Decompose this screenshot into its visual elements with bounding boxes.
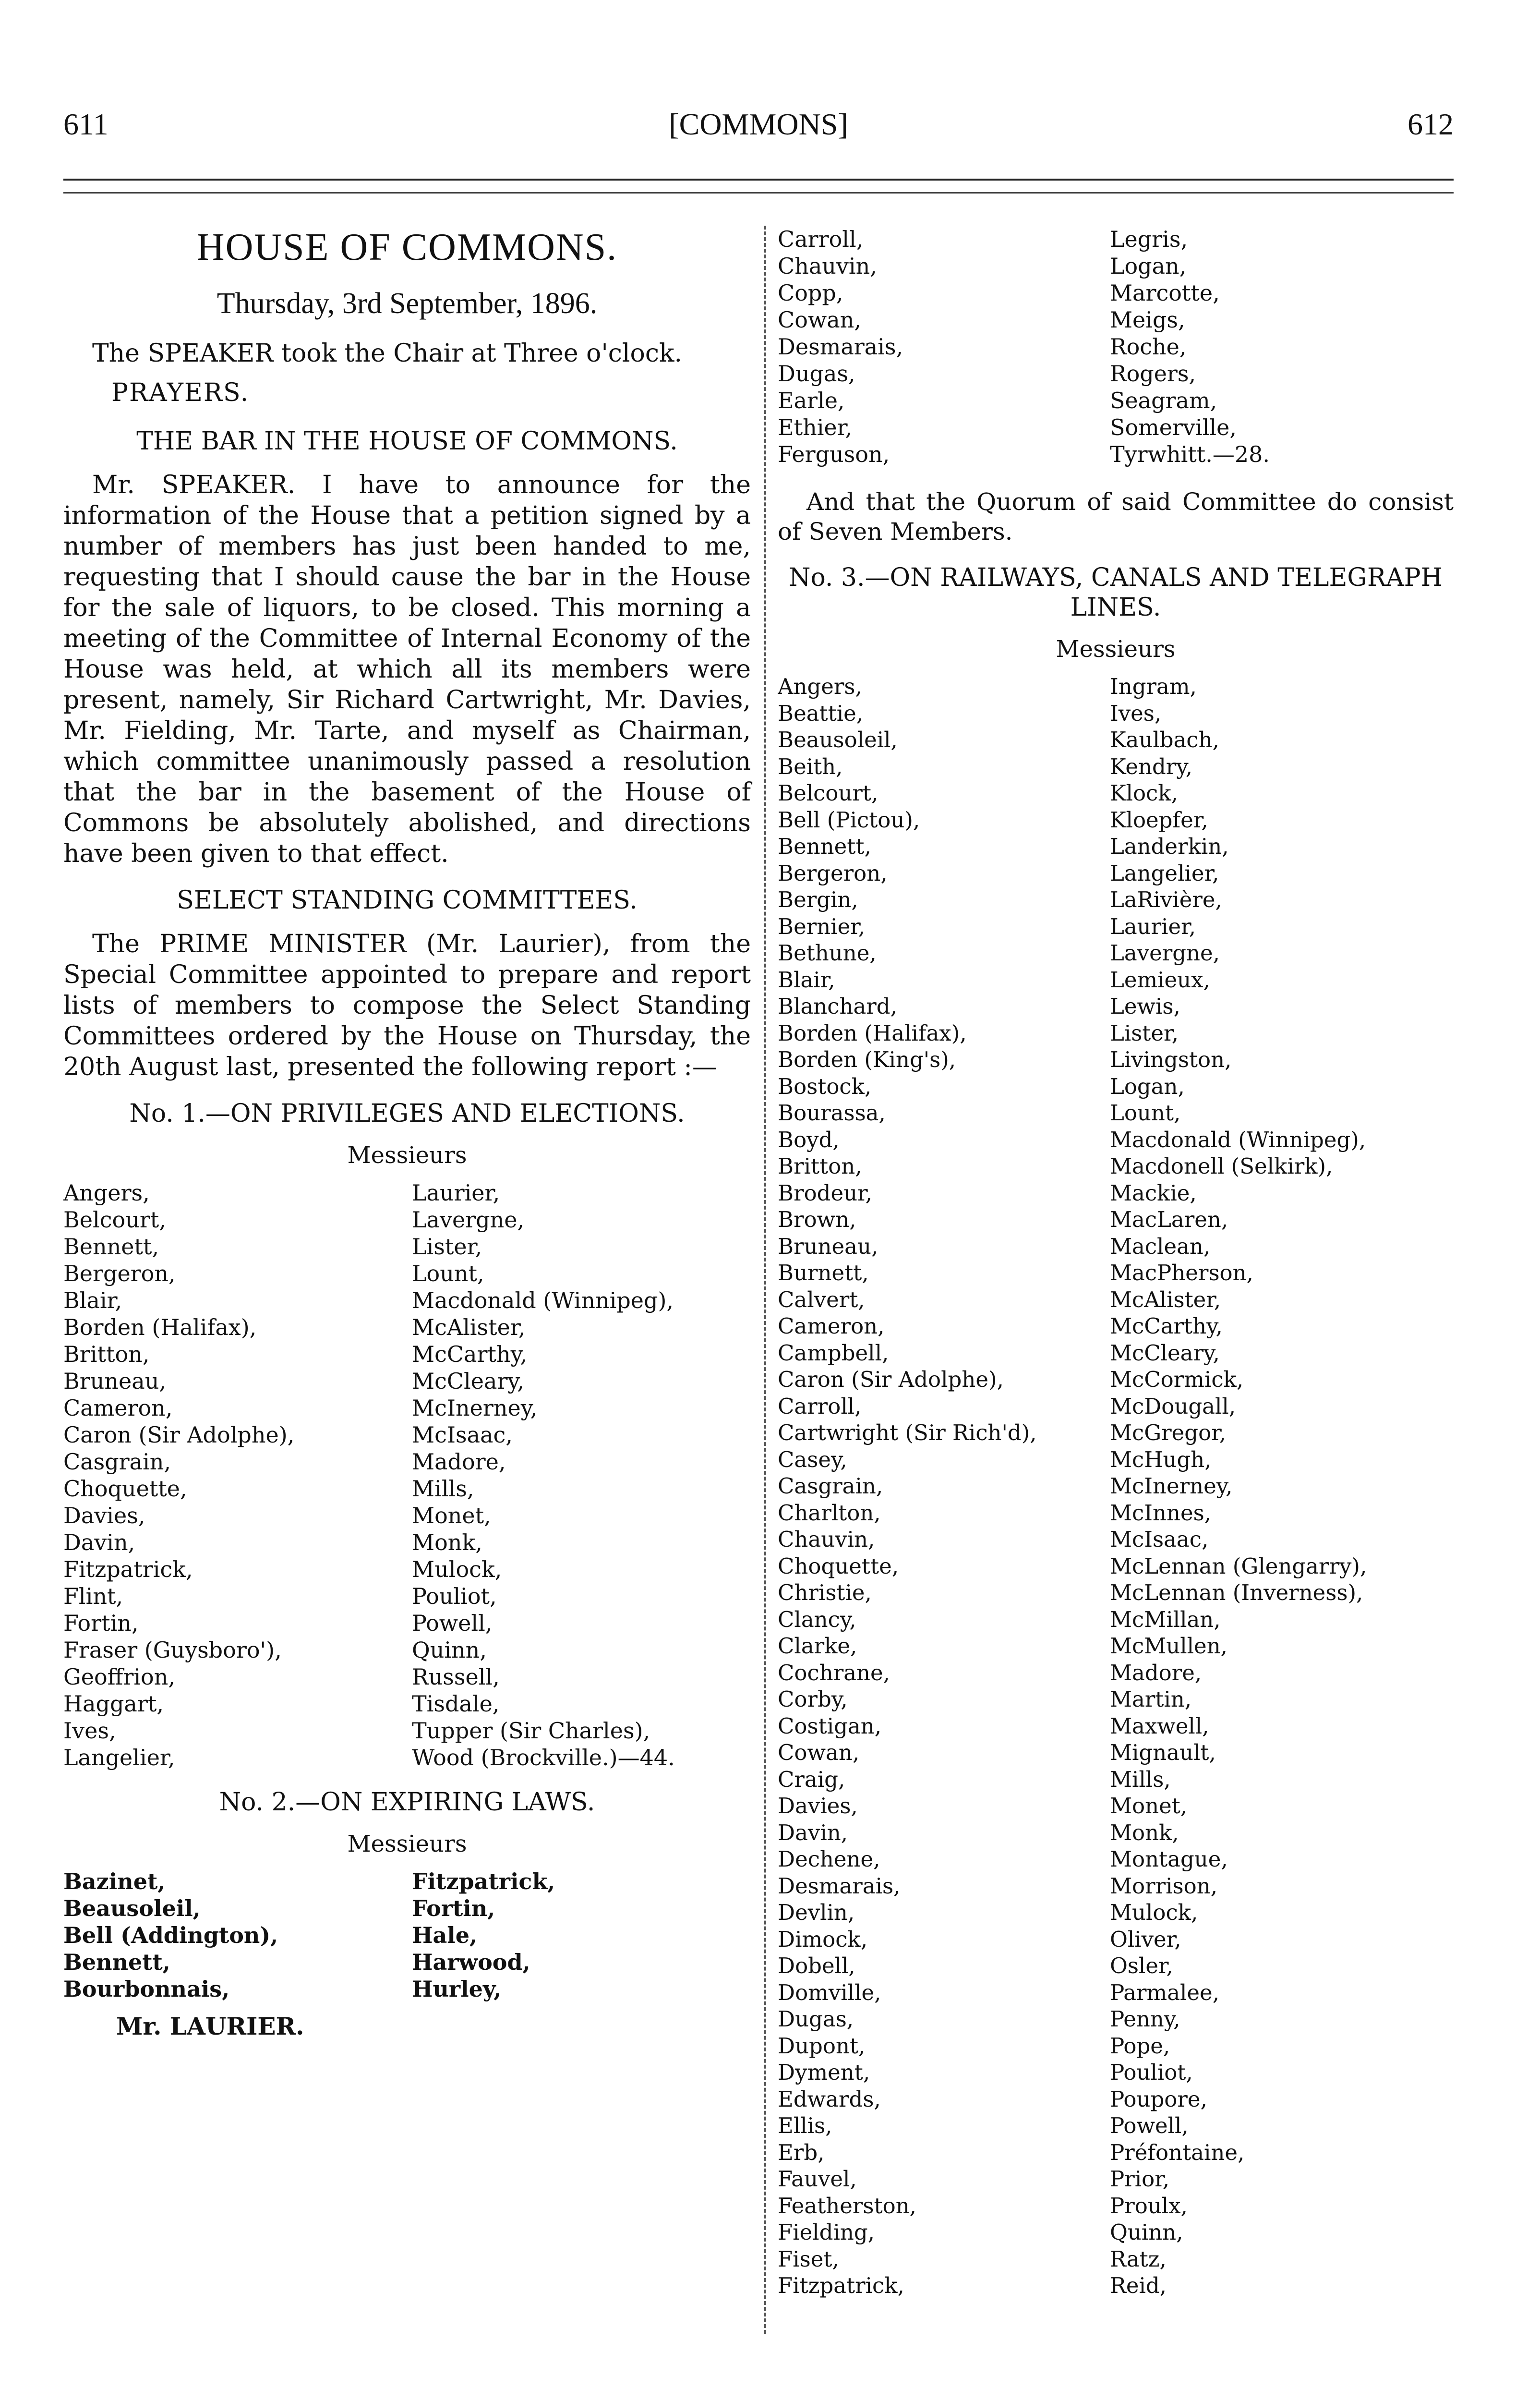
- member-name: Choquette,: [63, 1476, 187, 1502]
- member-name: Beattie,: [778, 700, 864, 726]
- member-name: Davies,: [63, 1503, 145, 1528]
- member-name: Hale,: [412, 1922, 478, 1948]
- header-rule-secondary: [63, 192, 1454, 194]
- committee-3-member-list: [778, 673, 1454, 2299]
- member-name: Bourassa,: [778, 1100, 886, 1126]
- member-name: Desmarais,: [778, 1873, 901, 1899]
- member-name: Dimock,: [778, 1926, 868, 1952]
- member-name: Rogers,: [1109, 361, 1196, 387]
- member-name: Erb,: [778, 2139, 825, 2165]
- committee-3-col2: [1110, 673, 1454, 2299]
- prayers-label: PRAYERS.: [111, 378, 250, 407]
- member-name: Burnett,: [778, 1260, 869, 1285]
- member-name: Edwards,: [778, 2086, 881, 2112]
- member-name: McCormick,: [1109, 1367, 1244, 1392]
- member-name: McCleary,: [412, 1368, 524, 1394]
- member-name: Cameron,: [778, 1313, 885, 1339]
- member-name: McIsaac,: [412, 1422, 513, 1448]
- member-name: Domville,: [778, 1979, 881, 2005]
- member-name: Ferguson,: [778, 441, 890, 467]
- committee-3-col1: [778, 673, 1105, 2299]
- member-name: Campbell,: [778, 1340, 889, 1366]
- member-name: Monk,: [1109, 1819, 1179, 1845]
- member-name: Costigan,: [778, 1713, 882, 1739]
- member-name: Chauvin,: [778, 253, 877, 279]
- member-name: Livingston,: [1109, 1047, 1232, 1072]
- member-name: Penny,: [1109, 2006, 1180, 2032]
- member-name: McMillan,: [1109, 1606, 1221, 1632]
- member-name: Casgrain,: [63, 1449, 171, 1475]
- member-name: Beausoleil,: [778, 727, 898, 752]
- member-name: Préfontaine,: [1109, 2139, 1245, 2165]
- member-name: Mills,: [412, 1476, 474, 1502]
- member-name: Bennett,: [63, 1949, 170, 1975]
- member-name: Fraser (Guysboro'),: [63, 1637, 282, 1663]
- member-name: Fiset,: [778, 2246, 839, 2272]
- page-number-left: 611: [63, 107, 108, 141]
- member-name: Lavergne,: [412, 1207, 525, 1233]
- member-name: Clancy,: [778, 1606, 856, 1632]
- member-name: Davies,: [778, 1793, 858, 1819]
- member-name: Lister,: [1109, 1020, 1179, 1046]
- member-name: Macdonell (Selkirk),: [1109, 1153, 1333, 1179]
- member-name: Bell (Addington),: [63, 1922, 278, 1948]
- page-title: HOUSE OF COMMONS.: [196, 226, 618, 268]
- member-name: Harwood,: [412, 1949, 530, 1975]
- member-name: Parmalee,: [1109, 1979, 1219, 2005]
- member-name: Ellis,: [778, 2113, 832, 2138]
- member-name: Powell,: [412, 1610, 493, 1636]
- member-name: Poupore,: [1109, 2086, 1207, 2112]
- member-name: Bergin,: [778, 887, 858, 912]
- member-name: Cameron,: [63, 1395, 173, 1421]
- quorum-text: And that the Quorum of said Committee do consist of Seven Members.: [778, 488, 1454, 546]
- member-name: Bruneau,: [778, 1233, 878, 1259]
- member-name: Bennett,: [778, 834, 871, 859]
- member-name: Langelier,: [1109, 860, 1219, 886]
- member-name: McCarthy,: [412, 1341, 528, 1367]
- member-name: Roche,: [1109, 334, 1187, 360]
- member-name: Seagram,: [1109, 388, 1217, 413]
- member-name: Prior,: [1109, 2166, 1170, 2192]
- member-name: Bennett,: [63, 1234, 159, 1260]
- messieurs-label-3: Messieurs: [1056, 636, 1176, 663]
- member-name: Caron (Sir Adolphe),: [63, 1422, 295, 1448]
- member-name: Belcourt,: [778, 780, 878, 806]
- bar-heading: THE BAR IN THE HOUSE OF COMMONS.: [136, 427, 678, 456]
- member-name: Fitzpatrick,: [412, 1868, 555, 1894]
- member-name: Maclean,: [1109, 1233, 1211, 1259]
- member-name: Madore,: [1109, 1660, 1202, 1686]
- member-name: Marcotte,: [1109, 280, 1220, 306]
- bar-announcement-text: Mr. SPEAKER. I have to announce for the information of the House that a petition signed by a number of members has just been handed to me, requesting that I should cause the bar in the House for the sale of liquors, to be closed. This morning a meeting of the Committee of Internal Economy of the House was held, at which all its members were present, namely, Sir Richard Cartwright, Mr. Davies, Mr. Fielding, Mr. Tarte, and myself as Chairman, which committee unanimously passed a resolution that the bar in the basement of the House of Commons be absolutely abolished, and directions have been given to that effect.: [63, 471, 751, 868]
- member-name: Devlin,: [778, 1900, 855, 1925]
- member-name: Featherston,: [778, 2193, 916, 2219]
- member-name: Monet,: [1109, 1793, 1188, 1819]
- member-name: Dugas,: [778, 361, 855, 387]
- committee-1-member-list: [63, 1179, 751, 1771]
- member-name: Meigs,: [1109, 307, 1185, 333]
- member-name: Langelier,: [63, 1745, 175, 1770]
- member-name: Oliver,: [1109, 1926, 1181, 1952]
- committee-1-heading: No. 1.—ON PRIVILEGES AND ELECTIONS.: [129, 1099, 685, 1128]
- committee-2-col1: [63, 1868, 402, 2002]
- member-name: Ethier,: [778, 414, 853, 440]
- member-name: Casey,: [778, 1446, 847, 1472]
- member-name: Blair,: [63, 1287, 122, 1313]
- member-name: MacLaren,: [1109, 1207, 1228, 1232]
- member-name: Mulock,: [412, 1556, 502, 1582]
- footer-signature: Mr. LAURIER.: [116, 2012, 304, 2040]
- member-name: Morrison,: [1109, 1873, 1217, 1899]
- member-name: Christie,: [778, 1580, 872, 1605]
- member-name: Beith,: [778, 753, 843, 779]
- member-name: Caron (Sir Adolphe),: [778, 1367, 1004, 1392]
- member-name: Landerkin,: [1109, 834, 1229, 859]
- committee-2-continued-list: [778, 226, 1454, 468]
- member-name: Copp,: [778, 280, 843, 306]
- member-name: McLennan (Inverness),: [1109, 1580, 1363, 1605]
- member-name: Angers,: [778, 674, 862, 699]
- member-name: Pouliot,: [412, 1583, 497, 1609]
- member-name: Macdonald (Winnipeg),: [412, 1287, 674, 1313]
- member-name: Ives,: [1109, 700, 1162, 726]
- member-name: Charlton,: [778, 1500, 881, 1526]
- member-name: Fitzpatrick,: [63, 1556, 193, 1582]
- member-name: Calvert,: [778, 1286, 865, 1312]
- member-name: Pope,: [1109, 2033, 1170, 2059]
- member-name: Davin,: [778, 1819, 848, 1845]
- member-name: McMullen,: [1109, 1633, 1227, 1659]
- member-name: Legris,: [1109, 226, 1188, 252]
- member-name: Bazinet,: [63, 1868, 166, 1894]
- member-name: Bergeron,: [778, 860, 888, 886]
- member-name: Bourbonnais,: [63, 1976, 230, 2002]
- member-name: Borden (Halifax),: [778, 1020, 967, 1046]
- member-name: Macdonald (Winnipeg),: [1109, 1127, 1366, 1152]
- member-name: Corby,: [778, 1686, 848, 1712]
- member-name: Quinn,: [412, 1637, 487, 1663]
- member-name: Wood (Brockville.)—44.: [412, 1745, 675, 1770]
- member-name: Chauvin,: [778, 1527, 875, 1552]
- member-name: Bernier,: [778, 913, 866, 939]
- member-name: Cartwright (Sir Rich'd),: [778, 1420, 1037, 1445]
- committees-heading: SELECT STANDING COMMITTEES.: [177, 886, 638, 915]
- member-name: Borden (Halifax),: [63, 1314, 257, 1340]
- member-name: Desmarais,: [778, 334, 903, 360]
- member-name: Lavergne,: [1109, 940, 1220, 966]
- member-name: Monk,: [412, 1529, 482, 1555]
- committee-2-member-list: [63, 1868, 751, 2002]
- member-name: McCleary,: [1109, 1340, 1220, 1366]
- member-name: Fortin,: [63, 1610, 139, 1636]
- member-name: Kloepfer,: [1109, 807, 1208, 833]
- member-name: Maxwell,: [1109, 1713, 1209, 1739]
- member-name: Haggart,: [63, 1691, 164, 1717]
- member-name: Pouliot,: [1109, 2060, 1193, 2085]
- messieurs-label: Messieurs: [347, 1142, 467, 1169]
- member-name: McAlister,: [412, 1314, 526, 1340]
- member-name: Russell,: [412, 1664, 500, 1690]
- member-name: Fielding,: [778, 2219, 875, 2245]
- member-name: Cowan,: [778, 1740, 860, 1765]
- member-name: Lemieux,: [1109, 967, 1210, 993]
- member-name: Bell (Pictou),: [778, 807, 920, 833]
- member-name: Blanchard,: [778, 994, 897, 1019]
- member-name: Montague,: [1109, 1846, 1228, 1872]
- member-name: Hurley,: [412, 1976, 502, 2002]
- member-name: Monet,: [412, 1503, 491, 1528]
- member-name: Logan,: [1109, 253, 1187, 279]
- member-name: Bruneau,: [63, 1368, 166, 1394]
- member-name: McInerney,: [1109, 1473, 1233, 1499]
- member-name: Geoffrion,: [63, 1664, 175, 1690]
- member-name: Mackie,: [1109, 1180, 1197, 1206]
- member-name: Beausoleil,: [63, 1895, 201, 1921]
- member-name: Britton,: [63, 1341, 150, 1367]
- member-name: Cowan,: [778, 307, 861, 333]
- member-name: McLennan (Glengarry),: [1109, 1553, 1367, 1579]
- member-name: Carroll,: [778, 226, 864, 252]
- member-name: Ratz,: [1109, 2246, 1167, 2272]
- member-name: Lount,: [1109, 1100, 1181, 1126]
- header-rule: [63, 179, 1454, 181]
- member-name: Bostock,: [778, 1073, 872, 1099]
- member-name: Somerville,: [1109, 414, 1237, 440]
- member-name: Britton,: [778, 1153, 862, 1179]
- committees-report-text: The PRIME MINISTER (Mr. Laurier), from the Special Committee appointed to prepare and report lists of members to compose the Select Standing Committees ordered by the House on Thursday, the 20th August last, presented the following report :—: [63, 930, 751, 1081]
- section-title: [COMMONS]: [669, 107, 848, 141]
- member-name: MacPherson,: [1109, 1260, 1253, 1285]
- member-name: Brodeur,: [778, 1180, 872, 1206]
- member-name: Dechene,: [778, 1846, 880, 1872]
- member-name: Reid,: [1109, 2273, 1167, 2298]
- member-name: Tupper (Sir Charles),: [412, 1718, 650, 1744]
- member-name: Choquette,: [778, 1553, 899, 1579]
- member-name: Carroll,: [778, 1393, 862, 1419]
- committee-2-col2: [412, 1868, 751, 2002]
- member-name: Dobell,: [778, 1953, 855, 1978]
- member-name: Osler,: [1109, 1953, 1173, 1978]
- committee-1-col1: [63, 1179, 402, 1771]
- member-name: Clarke,: [778, 1633, 857, 1659]
- member-name: Mignault,: [1109, 1740, 1216, 1765]
- page-number-right: 612: [1408, 107, 1454, 141]
- member-name: McCarthy,: [1109, 1313, 1223, 1339]
- member-name: Fauvel,: [778, 2166, 857, 2192]
- committee-2-cont-col1: [778, 226, 1105, 468]
- member-name: McGregor,: [1109, 1420, 1227, 1445]
- member-name: Boyd,: [778, 1127, 840, 1152]
- member-name: Logan,: [1109, 1073, 1185, 1099]
- member-name: Casgrain,: [778, 1473, 883, 1499]
- member-name: Klock,: [1109, 780, 1178, 806]
- member-name: Craig,: [778, 1766, 845, 1792]
- member-name: Bergeron,: [63, 1261, 176, 1286]
- member-name: Madore,: [412, 1449, 506, 1475]
- member-name: Powell,: [1109, 2113, 1189, 2138]
- committee-2-cont-col2: [1110, 226, 1454, 468]
- member-name: Brown,: [778, 1207, 856, 1232]
- member-name: Ingram,: [1109, 674, 1197, 699]
- member-name: Flint,: [63, 1583, 123, 1609]
- member-name: Tisdale,: [412, 1691, 500, 1717]
- committee-1-col2: [412, 1179, 751, 1771]
- member-name: Quinn,: [1109, 2219, 1183, 2245]
- committee-3-heading: No. 3.—ON RAILWAYS, CANALS AND TELEGRAPH LINES.: [788, 563, 1443, 622]
- member-name: McInnes,: [1109, 1500, 1211, 1526]
- member-name: Laurier,: [1109, 913, 1196, 939]
- member-name: Laurier,: [412, 1180, 500, 1206]
- member-name: Mulock,: [1109, 1900, 1198, 1925]
- member-name: Angers,: [63, 1180, 150, 1206]
- member-name: McDougall,: [1109, 1393, 1236, 1419]
- member-name: McIsaac,: [1109, 1527, 1209, 1552]
- member-name: Martin,: [1109, 1686, 1192, 1712]
- member-name: Kendry,: [1109, 753, 1193, 779]
- column-divider: [764, 226, 766, 2334]
- left-column: [63, 226, 751, 2040]
- member-name: Tyrwhitt.—28.: [1109, 441, 1270, 467]
- member-name: Proulx,: [1109, 2193, 1188, 2219]
- member-name: Dupont,: [778, 2033, 866, 2059]
- member-name: Ives,: [63, 1718, 116, 1744]
- member-name: Mills,: [1109, 1766, 1171, 1792]
- member-name: Kaulbach,: [1109, 727, 1219, 752]
- member-name: McInerney,: [412, 1395, 538, 1421]
- member-name: McAlister,: [1109, 1286, 1221, 1312]
- member-name: Bethune,: [778, 940, 877, 966]
- page-header: [63, 107, 1454, 164]
- messieurs-label-2: Messieurs: [347, 1831, 467, 1857]
- member-name: Earle,: [778, 388, 845, 413]
- member-name: Fortin,: [412, 1895, 495, 1921]
- member-name: Belcourt,: [63, 1207, 166, 1233]
- speaker-chair-text: The SPEAKER took the Chair at Three o'clock.: [92, 339, 682, 368]
- member-name: Davin,: [63, 1529, 135, 1555]
- member-name: Cochrane,: [778, 1660, 890, 1686]
- right-column: [778, 226, 1454, 2299]
- member-name: McHugh,: [1109, 1446, 1212, 1472]
- committee-2-heading: No. 2.—ON EXPIRING LAWS.: [219, 1788, 595, 1817]
- member-name: Lewis,: [1109, 994, 1180, 1019]
- member-name: Dyment,: [778, 2060, 870, 2085]
- member-name: Dugas,: [778, 2006, 854, 2032]
- member-name: LaRivière,: [1109, 887, 1222, 912]
- member-name: Blair,: [778, 967, 835, 993]
- member-name: Lount,: [412, 1261, 484, 1286]
- member-name: Fitzpatrick,: [778, 2273, 904, 2298]
- member-name: Lister,: [412, 1234, 482, 1260]
- date-line: Thursday, 3rd September, 1896.: [217, 287, 598, 320]
- member-name: Borden (King's),: [778, 1047, 956, 1072]
